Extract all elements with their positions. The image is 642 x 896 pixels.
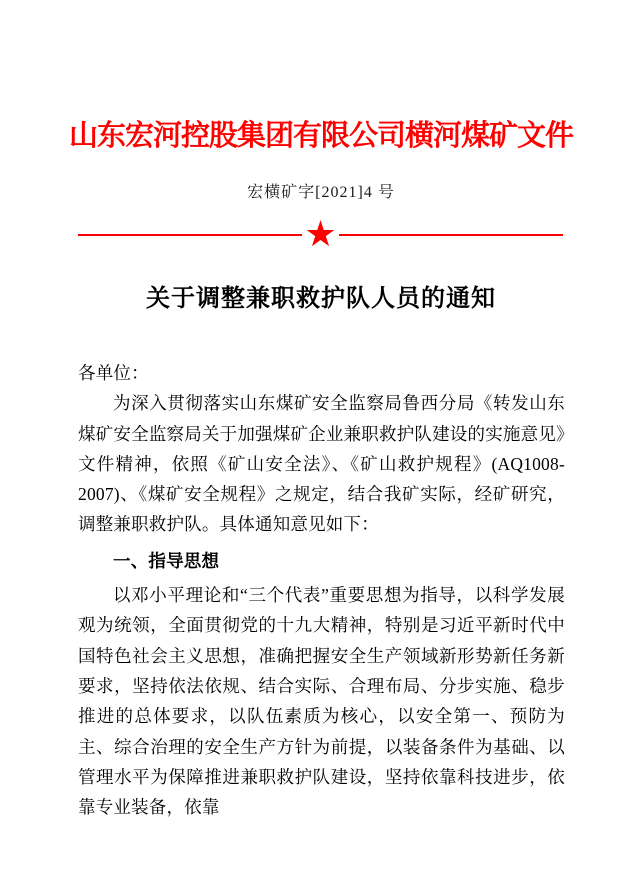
document-header-title: 山东宏河控股集团有限公司横河煤矿文件: [68, 120, 573, 152]
star-divider: [78, 216, 563, 254]
divider-line-right: [339, 234, 563, 236]
section-1-heading: 一、指导思想: [113, 550, 220, 571]
section-1-paragraph: 以邓小平理论和“三个代表”重要思想为指导，以科学发展观为统领，全面贯彻党的十九大精神，特别是习近平新时代中国特色社会主义思想，准确把握安全生产领域新形势新任务新要求，坚持依法依规、结合实际、合理布局、分步实施、稳步推进的总体要求，以队伍素质为核心，以安全第一、预防为主、综合治理的安全生产方针为前提，以装备条件为基础、以管理水平为保障推进兼职救护队建设，坚持依靠科技进步，依靠专业装备，依靠: [78, 585, 565, 818]
document-title: 关于调整兼职救护队人员的通知: [146, 286, 496, 312]
intro-paragraph: 为深入贯彻落实山东煤矿安全监察局鲁西分局《转发山东煤矿安全监察局关于加强煤矿企业兼职救护队建设的实施意见》文件精神，依照《矿山安全法》、《矿山救护规程》(AQ1008-2007)、《煤矿安全规程》之规定，结合我矿实际，经矿研究，调整兼职救护队。具体通知意见如下：: [78, 393, 565, 535]
salutation: 各单位：: [78, 363, 149, 383]
document-number: 宏横矿字[2021]4 号: [247, 184, 395, 201]
divider-line-left: [78, 234, 302, 236]
star-icon: ★: [304, 214, 337, 255]
document-body: [78, 358, 565, 822]
